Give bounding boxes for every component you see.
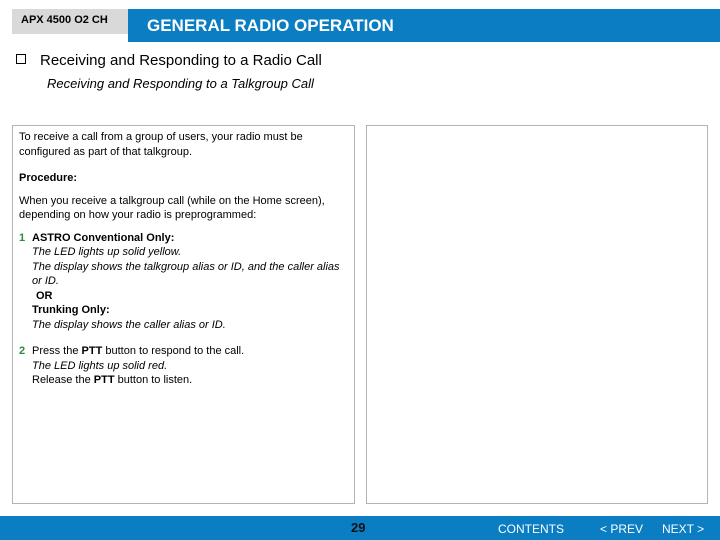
- step-1: [19, 231, 348, 333]
- astro-line-2: The display shows the talkgroup alias or ID, and the caller alias or ID.: [32, 260, 340, 287]
- image-panel: [366, 125, 708, 504]
- section-heading-text: Receiving and Responding to a Radio Call: [40, 52, 322, 69]
- checkbox-bullet-icon: [16, 54, 26, 64]
- section-heading: [16, 52, 322, 69]
- model-tag: APX 4500 O2 CH: [12, 9, 128, 34]
- page-number: 29: [351, 520, 366, 535]
- procedure-intro: When you receive a talkgroup call (while on the Home screen), depending on how your radio is preprogrammed:: [19, 194, 325, 221]
- or-label: OR: [36, 289, 53, 302]
- section-subheading: Receiving and Responding to a Talkgroup Call: [47, 76, 314, 91]
- step-2-line-1: Press the PTT button to respond to the call.: [32, 345, 245, 357]
- step-2: [19, 344, 348, 388]
- content-panel: [12, 125, 355, 504]
- next-link[interactable]: NEXT >: [662, 522, 705, 536]
- ptt-key-label: PTT: [81, 345, 103, 357]
- ptt-key-label: PTT: [93, 374, 115, 386]
- prev-link[interactable]: < PREV: [600, 522, 644, 536]
- step-1-number: 1: [19, 231, 26, 244]
- procedure-label: Procedure:: [19, 172, 78, 184]
- intro-text: To receive a call from a group of users, your radio must be configured as part of that talkgroup.: [19, 131, 303, 158]
- astro-label: ASTRO Conventional Only:: [32, 231, 175, 244]
- contents-link[interactable]: CONTENTS: [498, 522, 564, 536]
- footer-bar: [0, 516, 720, 540]
- trunking-label: Trunking Only:: [32, 304, 110, 316]
- step-2-number: 2: [19, 345, 26, 357]
- title-bar: [128, 9, 720, 42]
- astro-line-1: The LED lights up solid yellow.: [32, 246, 182, 258]
- step-2-line-2: The LED lights up solid red.: [32, 359, 168, 372]
- step-2-line-3: Release the PTT button to listen.: [32, 374, 193, 386]
- trunking-line: The display shows the caller alias or ID.: [32, 318, 226, 331]
- page-title: GENERAL RADIO OPERATION: [147, 16, 394, 35]
